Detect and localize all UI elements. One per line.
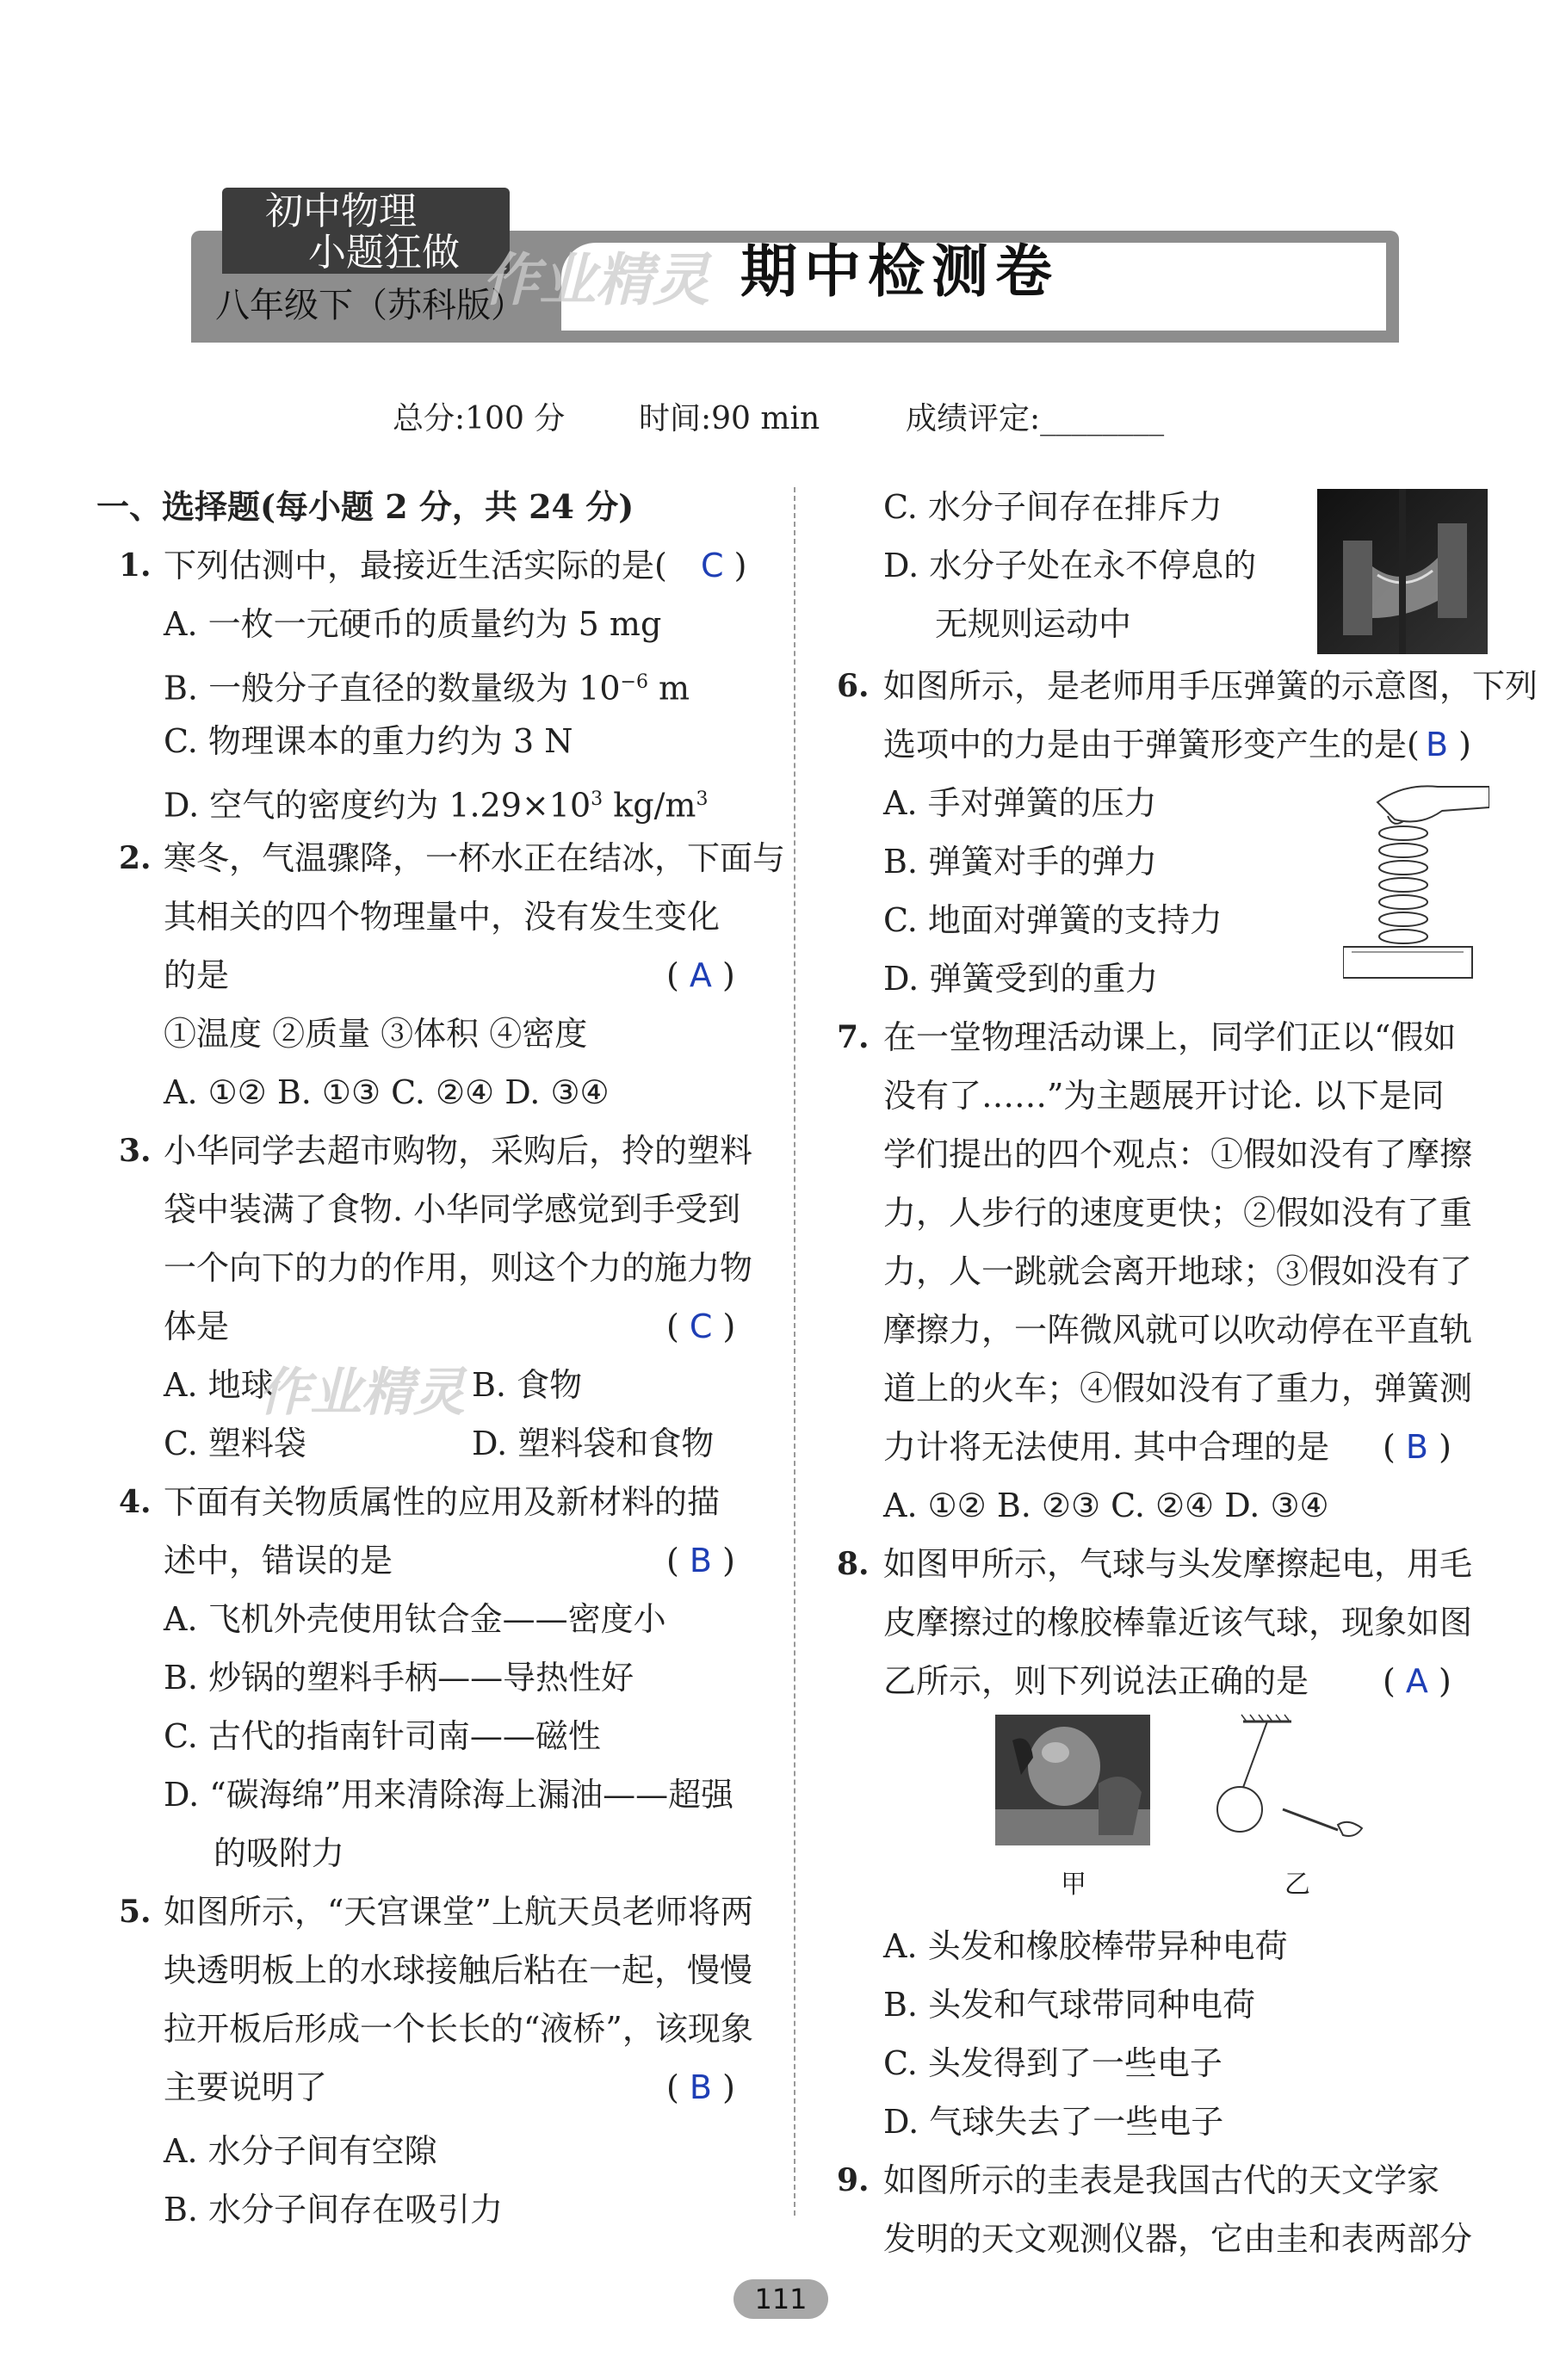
q4-option-d-line2: 的吸附力 [214, 1834, 345, 1872]
q7-line7: 道上的火车；④假如没有了重力，弹簧测 [883, 1369, 1473, 1407]
q6-number: 6. [837, 668, 870, 704]
q2-line2: 其相关的四个物理量中，没有发生变化 [164, 898, 721, 936]
header-grade: 八年级下（苏科版） [215, 286, 525, 325]
watermark-top: 作业精灵 [482, 247, 709, 313]
page-number: 111 [733, 2279, 828, 2319]
q4-line1: 下面有关物质属性的应用及新材料的描 [164, 1483, 721, 1521]
q6-line1: 如图所示，是老师用手压弹簧的示意图，下列 [883, 667, 1538, 705]
column-divider [794, 487, 795, 2216]
balloon-hair-photo [995, 1715, 1150, 1845]
q8-line2: 皮摩擦过的橡胶棒靠近该气球，现象如图 [883, 1604, 1473, 1641]
q1-number: 1. [119, 547, 152, 584]
q4-line2: 述中，错误的是 [164, 1542, 393, 1579]
total-score: 总分:100 分 [393, 401, 566, 436]
q1-option-b: B. 一般分子直径的数量级为 $10^{-6}$ m [164, 669, 690, 708]
figure-caption-jia: 甲 [1061, 1870, 1086, 1900]
q8-line3: 乙所示，则下列说法正确的是 [883, 1662, 1309, 1700]
q9-number: 9. [837, 2162, 870, 2198]
q3-line2: 袋中装满了食物. 小华同学感觉到手受到 [164, 1190, 741, 1228]
q7-line6: 摩擦力，一阵微风就可以吹动停在平直轨 [883, 1311, 1473, 1349]
q4-option-c: C. 古代的指南针司南——磁性 [164, 1717, 601, 1755]
q3-option-a: A. 地球 [164, 1366, 274, 1404]
q2-line1: 寒冬，气温骤降，一杯水正在结冰，下面与 [164, 839, 786, 877]
q3-option-b: B. 食物 [472, 1366, 583, 1404]
watermark-middle: 作业精灵 [258, 1363, 465, 1423]
q8-option-c: C. 头发得到了一些电子 [883, 2044, 1222, 2082]
q5-option-b: B. 水分子间存在吸引力 [164, 2191, 504, 2229]
q8-option-d: D. 气球失去了一些电子 [883, 2103, 1224, 2141]
liquid-bridge-photo [1317, 489, 1488, 654]
header-tag-line2: 小题狂做 [308, 231, 460, 275]
q3-line4: 体是 [164, 1307, 230, 1345]
q4-option-a: A. 飞机外壳使用钛合金——密度小 [164, 1600, 666, 1638]
q7-line1: 在一堂物理活动课上，同学们正以“假如 [883, 1018, 1457, 1056]
q5-option-d-line2: 无规则运动中 [935, 605, 1132, 643]
q3-answer: ( C ) [666, 1307, 736, 1345]
q5-option-a: A. 水分子间有空隙 [164, 2132, 437, 2170]
q1-stem: 下列估测中，最接近生活实际的是( [164, 547, 667, 584]
q4-option-d-line1: D. “碳海绵”用来清除海上漏油——超强 [164, 1776, 734, 1814]
q7-line3: 学们提出的四个观点：①假如没有了摩擦 [883, 1135, 1473, 1173]
q7-line5: 力，人一跳就会离开地球；③假如没有了 [883, 1252, 1473, 1290]
q4-number: 4. [119, 1484, 152, 1520]
exam-time: 时间:90 min [639, 401, 820, 436]
pendulum-diagram [1209, 1713, 1381, 1849]
q5-option-c: C. 水分子间存在排斥力 [883, 488, 1222, 526]
q1-option-c: C. 物理课本的重力约为 3 N [164, 722, 573, 760]
q5-line4: 主要说明了 [164, 2068, 328, 2106]
q5-option-d-line1: D. 水分子处在永不停息的 [883, 547, 1257, 584]
q3-line3: 一个向下的力的作用，则这个力的施力物 [164, 1249, 753, 1287]
q8-option-a: A. 头发和橡胶棒带异种电荷 [883, 1927, 1288, 1965]
q1-answer: C ) [701, 547, 747, 584]
q6-option-c: C. 地面对弹簧的支持力 [883, 901, 1222, 939]
q3-option-c: C. 塑料袋 [164, 1425, 306, 1462]
q7-line8: 力计将无法使用. 其中合理的是 [883, 1428, 1330, 1466]
q5-line2: 块透明板上的水球接触后粘在一起，慢慢 [164, 1951, 753, 1989]
q3-number: 3. [119, 1133, 152, 1169]
section-heading: 一、选择题(每小题 2 分，共 24 分) [96, 487, 634, 526]
q8-line1: 如图甲所示，气球与头发摩擦起电，用毛 [883, 1545, 1473, 1583]
page-title: 期中检测卷 [740, 238, 1059, 305]
q7-line4: 力，人步行的速度更快；②假如没有了重 [883, 1194, 1473, 1232]
q3-line1: 小华同学去超市购物，采购后，拎的塑料 [164, 1132, 753, 1170]
q1-option-a: A. 一枚一元硬币的质量约为 5 mg [164, 605, 662, 643]
figure-caption-yi: 乙 [1284, 1870, 1310, 1900]
header-tag-line1: 初中物理 [265, 189, 417, 233]
q1-option-d: D. 空气的密度约为 $1.29\times 10^3$ $kg/m^3$ [164, 786, 709, 825]
q5-answer: ( B ) [666, 2068, 735, 2106]
q2-line3: 的是 [164, 956, 230, 994]
q7-line2: 没有了……”为主题展开讨论. 以下是同 [883, 1077, 1445, 1115]
q6-line2: 选项中的力是由于弹簧形变产生的是( [883, 726, 1420, 763]
q2-answer: ( A ) [666, 956, 735, 994]
header-tag [222, 188, 510, 274]
q6-option-d: D. 弹簧受到的重力 [883, 960, 1159, 998]
q7-answer: ( B ) [1383, 1428, 1451, 1466]
q6-option-a: A. 手对弹簧的压力 [883, 784, 1157, 822]
q3-option-d: D. 塑料袋和食物 [472, 1425, 715, 1462]
q9-line1: 如图所示的圭表是我国古代的天文学家 [883, 2161, 1440, 2199]
q8-number: 8. [837, 1546, 870, 1582]
q9-line2: 发明的天文观测仪器，它由圭和表两部分 [883, 2220, 1473, 2258]
q2-number: 2. [119, 840, 152, 876]
q5-number: 5. [119, 1894, 152, 1930]
q4-answer: ( B ) [666, 1542, 735, 1579]
q7-options: A. ①② B. ②③ C. ②④ D. ③④ [883, 1487, 1329, 1524]
grade-evaluation: 成绩评定:________ [906, 401, 1165, 436]
q7-number: 7. [837, 1019, 870, 1055]
q5-line1: 如图所示，“天宫课堂”上航天员老师将两 [164, 1893, 753, 1931]
spring-figure [1343, 776, 1489, 986]
q8-answer: ( A ) [1383, 1662, 1451, 1700]
q6-option-b: B. 弹簧对手的弹力 [883, 843, 1158, 881]
q8-option-b: B. 头发和气球带同种电荷 [883, 1986, 1256, 2024]
q6-answer: B ) [1426, 726, 1471, 763]
q2-line4: ①温度 ②质量 ③体积 ④密度 [164, 1015, 588, 1053]
q2-options: A. ①② B. ①③ C. ②④ D. ③④ [164, 1073, 610, 1111]
q4-option-b: B. 炒锅的塑料手柄——导热性好 [164, 1659, 634, 1697]
q5-line3: 拉开板后形成一个长长的“液桥”，该现象 [164, 2010, 753, 2048]
